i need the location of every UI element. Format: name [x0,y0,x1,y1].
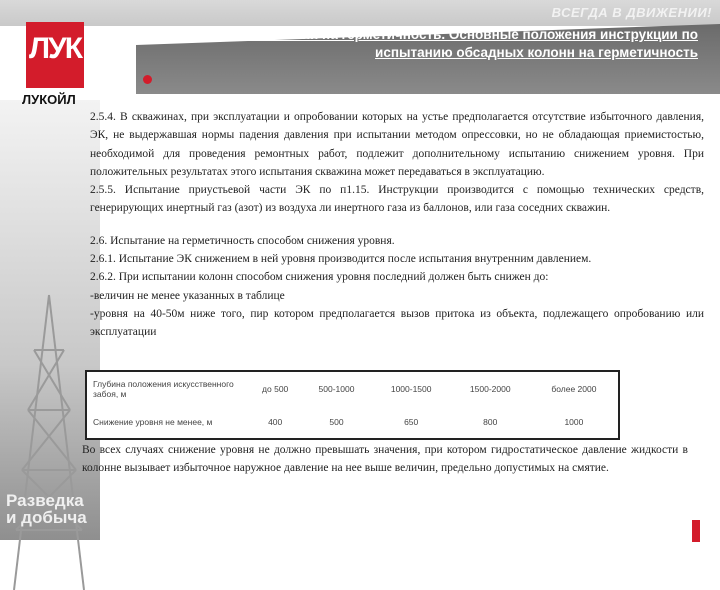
brand-name: ЛУКОЙЛ [22,92,76,107]
slide-title: Испытание колонн на герметичность. Основные положения инструкции по испытанию обсадных колонн на герметичность [192,27,698,60]
table-cell: до 500 [262,383,289,394]
table-cell: 400 [268,416,283,427]
lukoil-logo [26,22,84,88]
table-cell: 800 [483,416,498,427]
red-corner-mark [692,520,700,542]
table-row-label: Глубина положения искусственного забоя, м [93,378,234,399]
table-row-label: Снижение уровня не менее, м [93,416,213,427]
table-cell: 650 [404,416,419,427]
corner-caption [6,492,87,526]
list-item: -величин не менее указанных в таблице [90,289,285,302]
slogan: ВСЕГДА В ДВИЖЕНИИ! [551,5,712,20]
table-cell: 1000-1500 [390,383,432,394]
table-row [86,405,619,439]
paragraph-2-6-1: 2.6.1. Испытание ЭК снижением в ней уровня производится после испытания внутренним давлением. [90,253,592,266]
level-table [85,370,620,440]
paragraph-2-6: 2.6. Испытание на герметичность способом снижения уровня. [90,234,395,247]
table-cell: 1500-2000 [469,383,511,394]
table-cell: 1000 [564,416,584,427]
list-item: -уровня на 40-50м ниже того, пир котором предполагается вызов притока из объекта, подлежащего опробованию или эксплуатации [90,307,704,339]
paragraph-2-6-2: 2.6.2. При испытании колонн способом снижения уровня последний должен быть снижен до: [90,271,549,284]
corner-caption-line1: Разведка [6,491,84,510]
table-cell: 500-1000 [318,383,355,394]
logo-letters: ЛУК [28,32,82,65]
table-row [86,371,619,405]
main-text [90,108,704,342]
corner-caption-line2: и добыча [6,508,87,527]
top-strip [0,0,720,26]
paragraph-2-5-4: 2.5.4. В скважинах, при эксплуатации и опробовании которых на устье предполагается отсутствие избыточного давления, ЭК, не выдержавшая нормы падения давления при испытании методом опрессовки, но не обладающая приемистостью, необходимой для проведения ремонтных работ, подлежит дополнительному испытанию снижением уровня. При положительных результатах этого испытания скважина может передаваться в эксплуатацию. [90,111,704,178]
paragraph-2-5-5: 2.5.5. Испытание приустьевой части ЭК по п1.15. Инструкции производится с помощью технических средств, генерирующих инертный газ (азот) из воздуха ли инертного газа из баллонов, или газа соседних скважин. [90,184,704,215]
table-cell: 500 [329,416,344,427]
paragraph-conclusion: Во всех случаях снижение уровня не должно превышать значения, при котором гидростатическое давление жидкости в колонне вызывает избыточное наружное давление на нее выше величин, предельно допустимых на смятие. [82,444,688,475]
table-cell: более 2000 [551,383,597,394]
red-dot-decoration [143,75,152,84]
oil-derrick-icon [4,290,94,590]
